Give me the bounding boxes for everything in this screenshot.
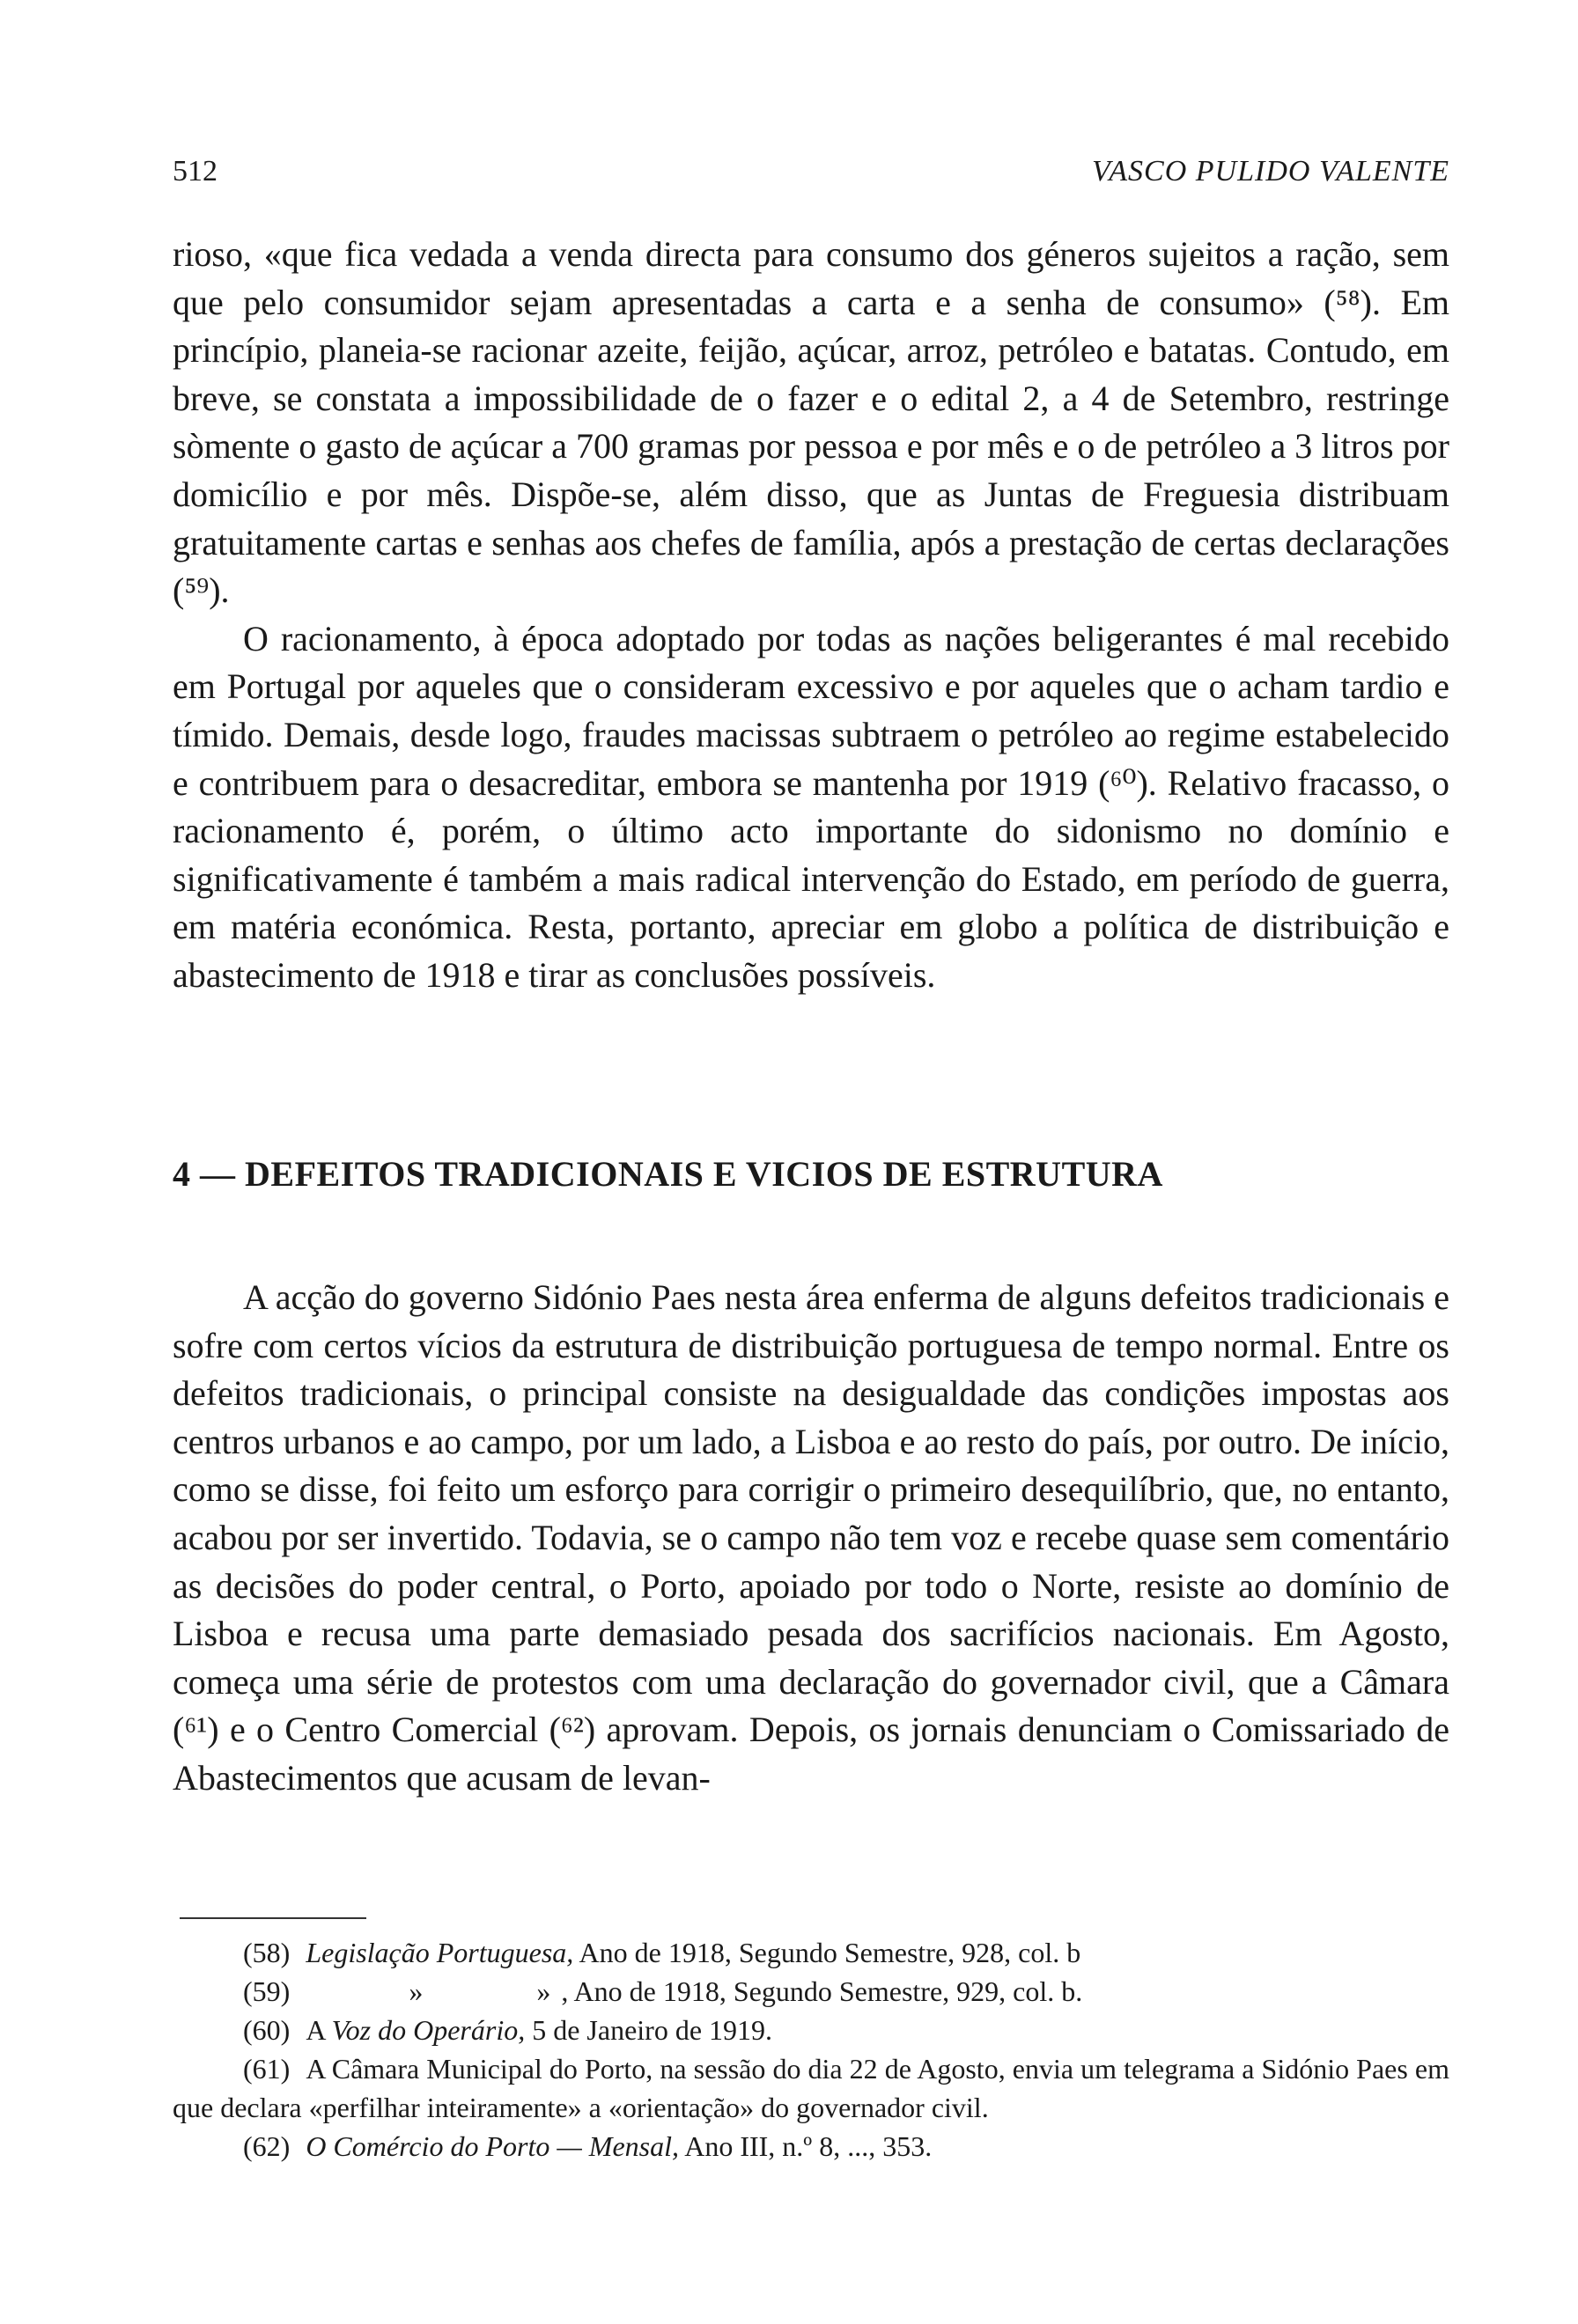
footnote-61 xyxy=(173,2049,1449,2127)
body-text-bottom xyxy=(173,1274,1449,1803)
footnote-divider xyxy=(180,1917,366,1919)
paragraph: O racionamento, à época adoptado por todas as nações beligerantes é mal recebido em Portugal por aqueles que o consideram excessivo e por aqueles que o acham tardio e tímido. Demais, desde logo, fraudes macissas subtraem o petróleo ao regime estabelecido e contribuem para o desacreditar, embora se mantenha por 1919 (⁶⁰). Relativo fracasso, o racionamento é, porém, o último acto importante do sidonismo no domínio e significativamente é também a mais radical intervenção do Estado, em período de guerra, em matéria económica. Resta, portanto, apreciar em globo a política de distribuição e abastecimento de 1918 e tirar as conclusões possíveis. xyxy=(173,618,1449,995)
footnote-source-title: Legislação Portuguesa, xyxy=(306,1937,574,1968)
footnote-text: 5 de Janeiro de 1919. xyxy=(532,2014,773,2046)
paragraph: rioso, «que fica vedada a venda directa para consumo dos géneros sujeitos a ração, sem que pelo consumidor sejam apresentadas a carta e a senha de consumo» (⁵⁸). Em princípio, planeia-se racionar azeite, feijão, açúcar, arroz, petróleo e batatas. Contudo, em breve, se constata a impossibilidade de o fazer e o edital 2, a 4 de Setembro, restringe sòmente o gasto de açúcar a 700 gramas por pessoa e por mês e o de petróleo a 3 litros por domicílio e por mês. Dispõe-se, além disso, que as Juntas de Freguesia distribuam gratuitamente cartas e senhas aos chefes de família, após a prestação de certas declarações (⁵⁹). xyxy=(173,234,1449,611)
footnote-text: Ano III, n.º 8, ..., 353. xyxy=(684,2130,933,2162)
footnote-mark: (58) xyxy=(243,1937,291,1968)
footnote-mark: (59) xyxy=(243,1975,291,2007)
ditto-mark: » xyxy=(536,1975,551,2007)
footnote-mark: (60) xyxy=(243,2014,291,2046)
footnote-text: , Ano de 1918, Segundo Semestre, 929, col. b. xyxy=(561,1975,1083,2007)
footnote-source-title: Voz do Operário, xyxy=(331,2014,526,2046)
page-number: 512 xyxy=(173,155,218,188)
footnote-58 xyxy=(173,1933,1449,1972)
footnote-62 xyxy=(173,2127,1449,2166)
footnote-source-title: O Comércio do Porto — Mensal, xyxy=(306,2130,679,2162)
running-title: VASCO PULIDO VALENTE xyxy=(1092,155,1449,188)
footnote-text: A Câmara Municipal do Porto, na sessão do dia 22 de Agosto, envia um telegrama a Sidónio Paes em que declara «perfilhar inteiramente» a «orientação» do governador civil. xyxy=(173,2053,1449,2123)
footnote-60 xyxy=(173,2011,1449,2049)
footnote-mark: (61) xyxy=(243,2053,291,2085)
footnote-text: Ano de 1918, Segundo Semestre, 928, col. b xyxy=(579,1937,1081,1968)
footnote-text: A xyxy=(306,2014,325,2046)
footnote-mark: (62) xyxy=(243,2130,291,2162)
ditto-mark: » xyxy=(409,1975,424,2007)
footnote-59 xyxy=(173,1972,1449,2011)
body-text-top xyxy=(173,231,1449,1000)
paragraph: A acção do governo Sidónio Paes nesta área enferma de alguns defeitos tradicionais e sofre com certos vícios da estrutura de distribuição portuguesa de tempo normal. Entre os defeitos tradicionais, o principal consiste na desigualdade das condições impostas aos centros urbanos e ao campo, por um lado, a Lisboa e ao resto do país, por outro. De início, como se disse, foi feito um esforço para corrigir o primeiro desequilíbrio, que, no entanto, acabou por ser invertido. Todavia, se o campo não tem voz e recebe quase sem comentário as decisões do poder central, o Porto, apoiado por todo o Norte, resiste ao domínio de Lisboa e recusa uma parte demasiado pesada dos sacrifícios nacionais. Em Agosto, começa uma série de protestos com uma declaração do governador civil, que a Câmara (⁶¹) e o Centro Comercial (⁶²) aprovam. Depois, os jornais denunciam o Comissariado de Abastecimentos que acusam de levan- xyxy=(173,1277,1449,1798)
footnotes xyxy=(173,1933,1449,2166)
section-heading: 4 — DEFEITOS TRADICIONAIS E VICIOS DE ESTRUTURA xyxy=(173,1154,1163,1194)
running-header xyxy=(173,155,1449,199)
